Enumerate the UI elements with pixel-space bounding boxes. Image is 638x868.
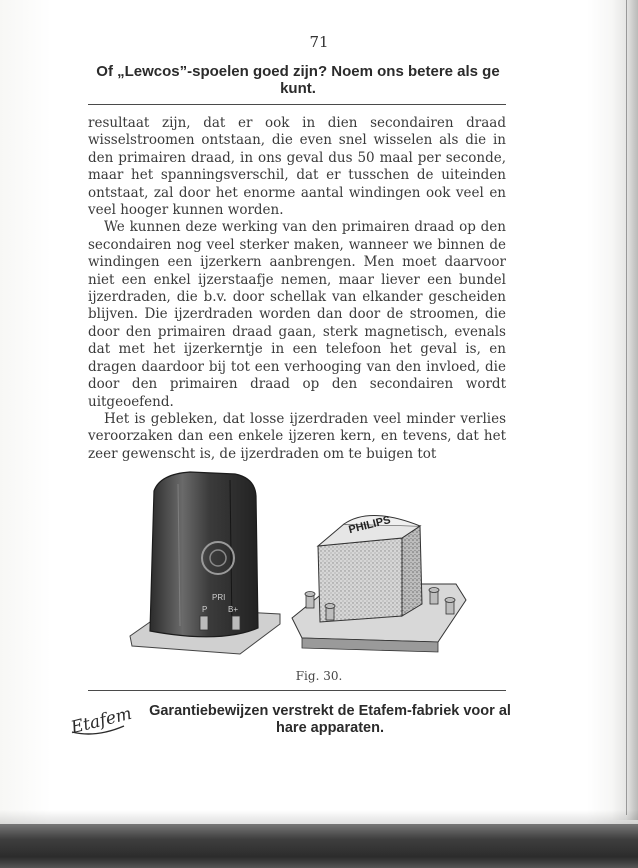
- footer-rule: [88, 690, 506, 691]
- page-number: 71: [309, 33, 329, 51]
- etafem-logo-text: Etafem: [68, 703, 134, 739]
- advertisement-text: Garantiebewijzen verstrekt de Etafem-fabriek voor al hare apparaten.: [149, 703, 511, 736]
- left-label-p: P: [202, 605, 208, 614]
- paragraph: We kunnen deze werking van den primairen draad op den secondairen nog veel sterker maken, wanneer we binnen de windingen een ijzerkern aanbrengen. Men moet daarvoor niet een enkel ijzerstaafje nemen, maar liever een bundel ijzerdraden, die b.v. door schellak van elkander gescheiden blijven. Die ijzerdraden worden dan door de stroomen, die door den primairen draad gaan, sterk magnetisch, evenals dat met het ijzerkerntje in een telefoon het geval is, en dragen daardoor bij tot een verhooging van den invloed, die door den primairen draad op den secondairen wordt uitgeoefend.: [88, 219, 506, 410]
- page-curl-shadow: [612, 0, 638, 820]
- body-text: [88, 115, 506, 463]
- scan-shadow: [0, 810, 638, 824]
- transformer-figure: [120, 466, 500, 671]
- paragraph: resultaat zijn, dat er ook in dien secondairen draad wisselstroomen ontstaan, die even snel wisselen als die in den primairen draad, in ons geval dus 50 maal per seconde, maar het spanningsverschil, dat er tusschen de uiteinden ontstaat, zal door het enorme aantal windingen ook veel en veel hooger kunnen worden.: [88, 115, 506, 219]
- right-brand-label: PHILIPS: [347, 514, 392, 537]
- figure-caption: Fig. 30.: [295, 669, 343, 683]
- scan-bottom-band: [0, 824, 638, 868]
- header-rule: [88, 104, 506, 105]
- etafem-logo: [66, 696, 136, 742]
- paragraph: Het is gebleken, dat losse ijzerdraden veel minder verlies veroorzaken dan een enkele ijzeren kern, en tevens, dat het zeer gewenscht is, de ijzerdraden om te buigen tot: [88, 410, 506, 462]
- left-label-b-plus: B+: [228, 605, 239, 614]
- page-edge-line: [626, 0, 627, 815]
- right-transformer-core-side: [402, 526, 422, 616]
- running-header: Of „Lewcos”-spoelen goed zijn? Noem ons betere als ge kunt.: [96, 63, 500, 97]
- left-label-pri: PRI: [212, 593, 226, 602]
